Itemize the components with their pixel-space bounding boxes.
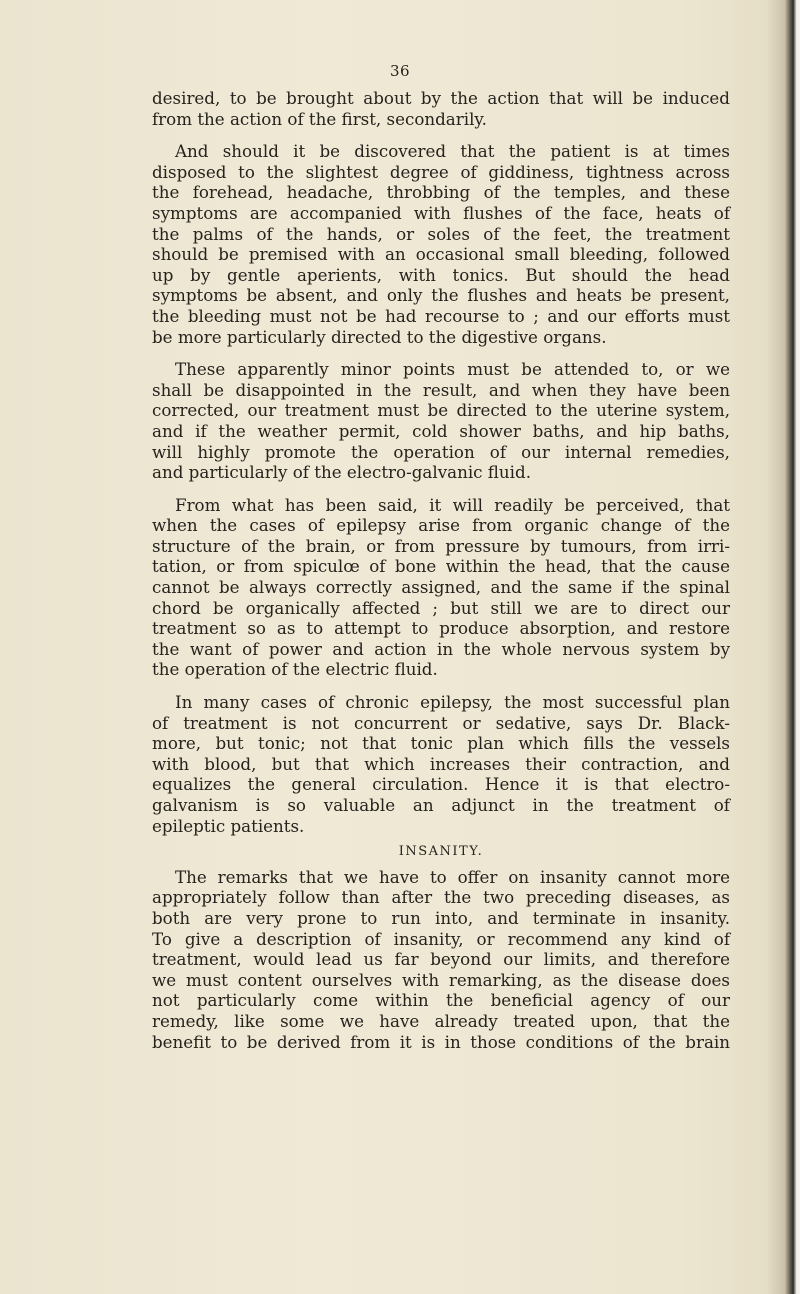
text-line: both are very prone to run into, and terminate in insanity. (152, 907, 730, 928)
text-line: In many cases of chronic epilepsy, the most successful plan (175, 692, 730, 713)
section-heading: INSANITY. (398, 844, 484, 860)
paragraph-4 (152, 495, 730, 680)
text-line: chord be organically affected ; but still we are to direct our (152, 597, 730, 618)
paragraph-1 (152, 88, 730, 129)
text-line: not particularly come within the beneficial agency of our (152, 990, 730, 1011)
text-line: appropriately follow than after the two preceding diseases, as (152, 887, 730, 908)
page-number: 36 (389, 62, 411, 80)
text-line: we must content ourselves with remarking, as the disease does (152, 969, 730, 990)
text-line: structure of the brain, or from pressure by tumours, from irri- (152, 535, 730, 556)
page-edge-shadow (766, 0, 800, 1294)
text-line: the palms of the hands, or soles of the feet, the treatment (152, 223, 730, 244)
text-line: To give a description of insanity, or recommend any kind of (152, 928, 730, 949)
text-line: of treatment is not concurrent or sedative, says Dr. Black- (152, 712, 730, 733)
text-line: the operation of the electric fluid. (152, 659, 438, 680)
text-line: benefit to be derived from it is in those conditions of the brain (152, 1031, 730, 1052)
text-line: symptoms are accompanied with flushes of the face, heats of (152, 202, 730, 223)
text-line: These apparently minor points must be attended to, or we (175, 359, 730, 380)
paragraph-2 (152, 141, 730, 347)
text-line: equalizes the general circulation. Hence it is that electro- (152, 774, 730, 795)
text-line: And should it be discovered that the patient is at times (175, 141, 730, 162)
text-line: The remarks that we have to offer on insanity cannot more (175, 866, 730, 887)
text-line: shall be disappointed in the result, and when they have been (152, 379, 730, 400)
text-line: remedy, like some we have already treated upon, that the (152, 1010, 730, 1031)
text-line: when the cases of epilepsy arise from organic change of the (152, 515, 730, 536)
text-line: more, but tonic; not that tonic plan which fills the vessels (152, 733, 730, 754)
text-line: galvanism is so valuable an adjunct in the treatment of (152, 795, 730, 815)
text-line: the bleeding must not be had recourse to ; and our efforts must (152, 305, 730, 326)
text-line: the want of power and action in the whole nervous system by (152, 638, 730, 659)
text-line: epileptic patients. (152, 815, 305, 836)
text-line: corrected, our treatment must be directed to the uterine system, (152, 400, 730, 421)
text-line: should be premised with an occasional small bleeding, followed (152, 244, 730, 265)
text-line: be more particularly directed to the digestive organs. (152, 326, 607, 347)
text-line: From what has been said, it will readily be perceived, that (175, 494, 730, 515)
body-text (152, 88, 730, 1052)
text-line: desired, to be brought about by the action that will be induced (152, 88, 730, 108)
text-line: from the action of the first, secondarily. (152, 108, 487, 129)
paragraph-5 (152, 692, 730, 836)
text-line: cannot be always correctly assigned, and the same if the spinal (152, 577, 730, 598)
text-line: and particularly of the electro-galvanic fluid. (152, 462, 532, 483)
text-line: tation, or from spiculœ of bone within the head, that the cause (152, 556, 730, 577)
text-line: treatment so as to attempt to produce absorption, and restore (152, 618, 730, 639)
text-line: disposed to the slightest degree of giddiness, tightness across (152, 161, 730, 182)
paragraph-3 (152, 359, 730, 483)
text-line: up by gentle aperients, with tonics. But should the head (152, 264, 730, 285)
text-line: with blood, but that which increases their contraction, and (152, 753, 730, 774)
text-line: the forehead, headache, throbbing of the temples, and these (152, 182, 730, 203)
text-line: symptoms be absent, and only the flushes and heats be present, (152, 285, 730, 306)
text-line: treatment, would lead us far beyond our limits, and therefore (152, 949, 730, 970)
paragraph-6 (152, 867, 730, 1052)
text-line: and if the weather permit, cold shower baths, and hip baths, (152, 420, 730, 441)
text-line: will highly promote the operation of our internal remedies, (152, 441, 730, 462)
